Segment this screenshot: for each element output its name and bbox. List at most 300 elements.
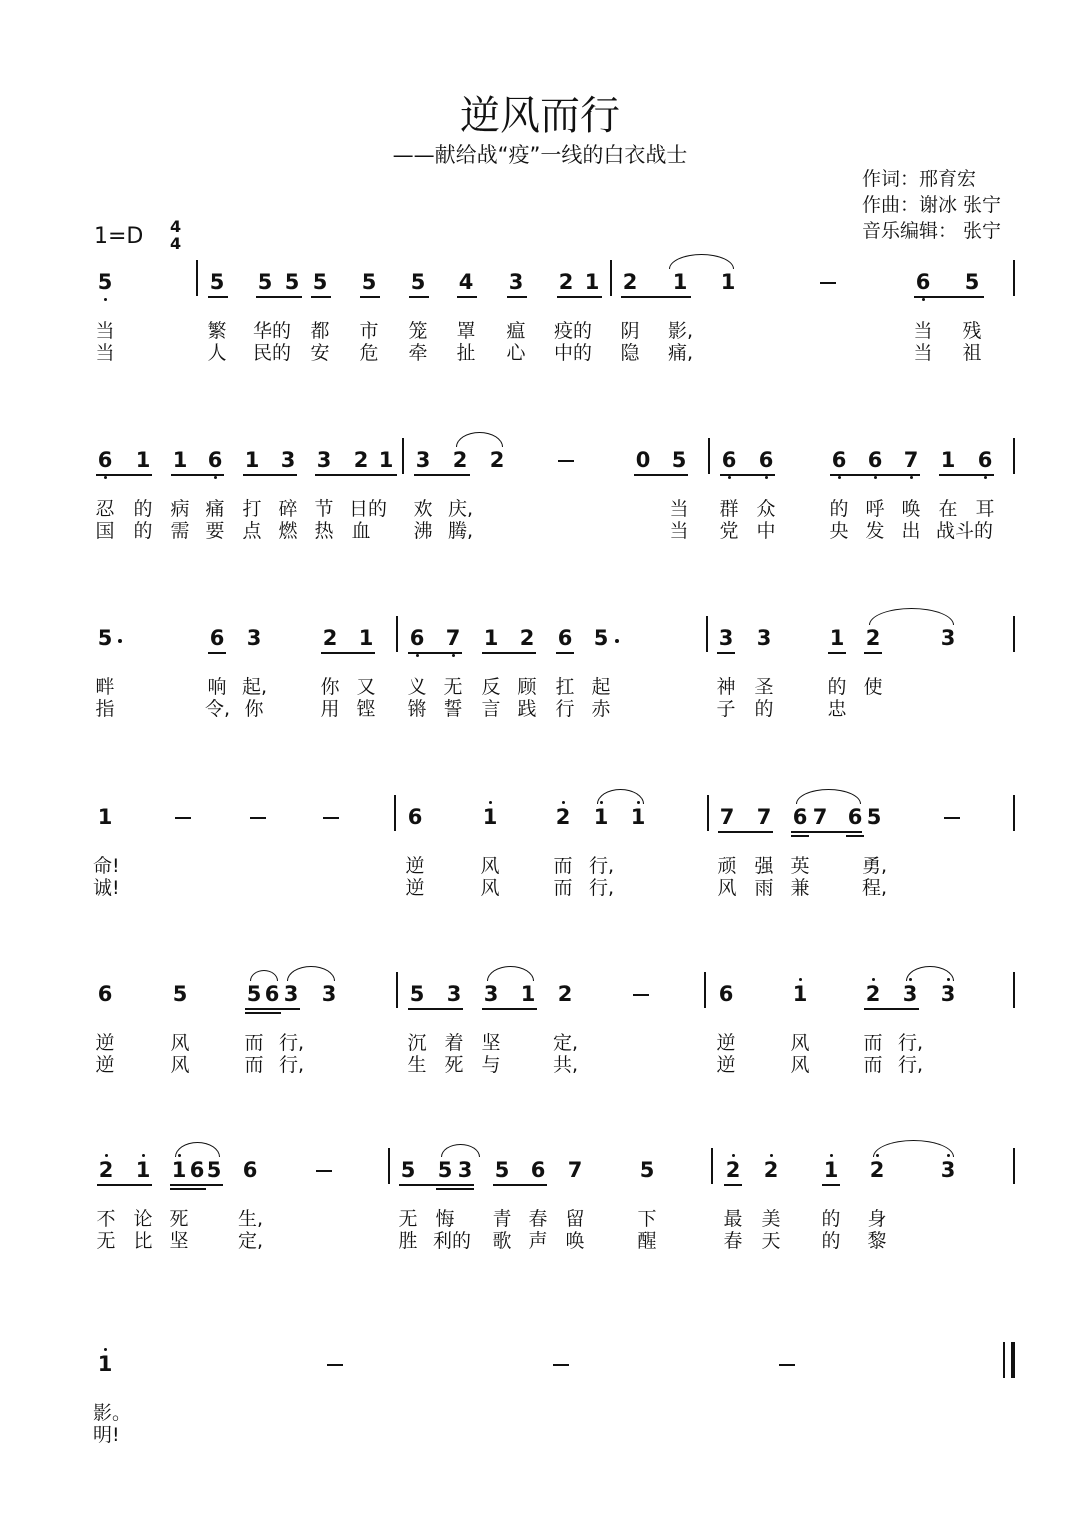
final-barline (1011, 1342, 1015, 1378)
lyric-verse-1: 响 (207, 676, 227, 698)
lyric-verse-1: 痛 (205, 498, 225, 520)
beam-line (493, 1184, 547, 1186)
note: 5 (312, 270, 328, 294)
beam-line (97, 1184, 152, 1186)
lyric-verse-2: 利的 (433, 1230, 472, 1252)
lyric-verse-2: 逆 (716, 1054, 736, 1076)
lyric-verse-1: 阴 (620, 320, 640, 342)
lyric-verse-1: 而 (244, 1032, 264, 1054)
lyric-verse-1: 罩 (456, 320, 476, 342)
lyric-verse-2: 醒 (637, 1230, 657, 1252)
octave-up-dot (142, 1154, 145, 1157)
note: 6 (203, 448, 227, 472)
barline (707, 795, 709, 831)
note: 3 (483, 982, 499, 1006)
lyric-verse-2: 歌 (492, 1230, 512, 1252)
lyric-verse-1: 市 (359, 320, 379, 342)
lyric-verse-1: 无 (443, 676, 463, 698)
barline (396, 616, 398, 652)
beam-line (724, 1184, 742, 1186)
lyric-verse-1: 无 (398, 1208, 418, 1230)
lyric-verse-2: 逆 (405, 877, 425, 899)
note: 3 (940, 626, 956, 650)
lyric-verse-2: 风 (170, 1054, 190, 1076)
lyric-verse-1: 的 (829, 498, 849, 520)
tie-arc (487, 966, 534, 981)
lyric-verse-1: 风 (480, 855, 500, 877)
note: 6 (557, 626, 573, 650)
lyric-verse-1: 反 (481, 676, 501, 698)
beam-line (315, 474, 397, 476)
barline (1013, 260, 1015, 296)
note: 5 (866, 805, 882, 829)
note: 2 (622, 270, 638, 294)
note: 6 (911, 270, 935, 294)
note: 2 (721, 1158, 745, 1182)
augmentation-dot (118, 639, 122, 643)
note: 1 (93, 1352, 117, 1376)
note: 1 (626, 805, 650, 829)
tie-arc (906, 966, 954, 981)
note: 6 (242, 1158, 258, 1182)
lyric-verse-1: 影。 (93, 1402, 132, 1424)
lyric-verse-2: 风 (480, 877, 500, 899)
beam-line (208, 652, 226, 654)
lyric-verse-2: 行 (555, 698, 575, 720)
lyric-verse-1: 命! (93, 855, 120, 877)
beam-line-double (170, 1188, 206, 1190)
beam-line (311, 296, 331, 298)
lyric-verse-1: 逆 (405, 855, 425, 877)
lyric-verse-2: 程, (862, 877, 888, 899)
sustain-dash (820, 282, 836, 284)
lyric-verse-2: 行, (589, 877, 615, 899)
lyric-verse-1: 的 (827, 676, 847, 698)
note: 1 (829, 626, 845, 650)
note: 4 (458, 270, 474, 294)
lyric-verse-1: 义 (407, 676, 427, 698)
lyric-verse-1: 行, (279, 1032, 305, 1054)
beam-line-double (791, 835, 809, 837)
lyric-verse-1: 众 (756, 498, 776, 520)
beam-line (96, 474, 152, 476)
barline (1013, 438, 1015, 474)
lyric-verse-2: 诚! (93, 877, 120, 899)
lyric-verse-2: 腾, (448, 520, 474, 542)
lyric-verse-1: 行, (589, 855, 615, 877)
lyric-verse-2: 天 (761, 1230, 781, 1252)
lyric-verse-1: 顽 (717, 855, 737, 877)
note: 5 (437, 1158, 453, 1182)
octave-up-dot (562, 801, 565, 804)
note: 1 (167, 1158, 191, 1182)
note: 5 (206, 1158, 222, 1182)
lyric-verse-1: 不 (96, 1208, 116, 1230)
lyric-verse-1: 在 (938, 498, 958, 520)
note: 6 (530, 1158, 546, 1182)
barline (711, 1148, 713, 1184)
note: 3 (415, 448, 431, 472)
lyricist-credit: 作词：邢育宏 (862, 168, 977, 190)
lyric-verse-2: 用 (320, 698, 340, 720)
lyric-verse-2: 的 (754, 698, 774, 720)
lyric-verse-2: 而 (863, 1054, 883, 1076)
beam-line (408, 652, 462, 654)
beam-line (208, 296, 228, 298)
sustain-dash (250, 817, 266, 819)
note: 2 (353, 448, 369, 472)
lyric-verse-2: 兼 (790, 877, 810, 899)
lyric-verse-1: 又 (356, 676, 376, 698)
lyric-verse-2: 而 (553, 877, 573, 899)
augmentation-dot (615, 639, 619, 643)
lyric-verse-1: 瘟 (506, 320, 526, 342)
tie-arc (287, 966, 335, 981)
note: 6 (97, 982, 113, 1006)
sustain-dash (553, 1364, 569, 1366)
lyric-verse-2: 热 (314, 520, 334, 542)
lyric-verse-1: 你 (320, 676, 340, 698)
octave-down-dot (104, 476, 107, 479)
lyric-verse-2: 而 (244, 1054, 264, 1076)
note: 6 (189, 1158, 205, 1182)
beam-line (243, 474, 297, 476)
beam-line (360, 296, 380, 298)
note: 5 (639, 1158, 655, 1182)
lyric-verse-1: 逆 (95, 1032, 115, 1054)
lyric-verse-1: 碎 (278, 498, 298, 520)
octave-down-dot (104, 298, 107, 301)
note: 3 (457, 1158, 473, 1182)
beam-line-double (436, 1188, 474, 1190)
note: 1 (584, 270, 600, 294)
note: 6 (847, 805, 863, 829)
lyric-verse-2: 危 (359, 342, 379, 364)
barline (1013, 616, 1015, 652)
beam-line (408, 1008, 463, 1010)
octave-down-dot (728, 476, 731, 479)
lyric-verse-2: 唤 (565, 1230, 585, 1252)
beam-line (720, 474, 775, 476)
lyric-verse-1: 当 (95, 320, 115, 342)
note: 2 (865, 626, 881, 650)
note: 1 (172, 448, 188, 472)
beam-line (457, 296, 477, 298)
lyric-verse-2: 明! (93, 1424, 120, 1446)
beam-line (822, 1184, 840, 1186)
note: 2 (551, 805, 575, 829)
barline (402, 438, 404, 474)
lyric-verse-2: 死 (444, 1054, 464, 1076)
note: 5 (964, 270, 980, 294)
lyric-verse-1: 美 (761, 1208, 781, 1230)
lyric-verse-1: 死 (169, 1208, 189, 1230)
note: 0 (635, 448, 651, 472)
lyric-verse-1: 而 (553, 855, 573, 877)
note: 2 (489, 448, 505, 472)
octave-up-dot (104, 1348, 107, 1351)
note: 5 (284, 270, 300, 294)
octave-down-dot (984, 476, 987, 479)
lyric-verse-1: 繁 (207, 320, 227, 342)
note: 3 (936, 982, 960, 1006)
tie-arc (441, 1144, 480, 1157)
note: 1 (720, 270, 736, 294)
note: 3 (321, 982, 337, 1006)
tie-arc (597, 789, 644, 804)
note: 3 (316, 448, 332, 472)
lyric-verse-2: 党 (719, 520, 739, 542)
lyric-verse-1: 论 (133, 1208, 153, 1230)
lyric-verse-2: 需 (170, 520, 190, 542)
lyric-verse-2: 的 (821, 1230, 841, 1252)
lyric-verse-2: 安 (310, 342, 330, 364)
note: 1 (520, 982, 536, 1006)
lyric-verse-1: 日的 (349, 498, 388, 520)
barline (394, 795, 396, 831)
beam-line (939, 474, 994, 476)
lyric-verse-1: 使 (863, 676, 883, 698)
octave-up-dot (105, 1154, 108, 1157)
barline (704, 972, 706, 1008)
lyric-verse-2: 忠 (827, 698, 847, 720)
lyric-verse-1: 耳 (975, 498, 995, 520)
lyric-verse-2: 践 (517, 698, 537, 720)
note: 1 (244, 448, 260, 472)
beam-line (557, 296, 602, 298)
lyric-verse-2: 胜 (398, 1230, 418, 1252)
note: 1 (788, 982, 812, 1006)
note: 3 (718, 626, 734, 650)
lyric-verse-1: 悔 (435, 1208, 455, 1230)
note: 5 (593, 626, 609, 650)
lyric-verse-1: 打 (242, 498, 262, 520)
tie-arc (869, 608, 954, 625)
lyric-verse-2: 行, (898, 1054, 924, 1076)
lyric-verse-1: 当 (669, 498, 689, 520)
lyric-verse-2: 铿 (356, 698, 376, 720)
lyric-verse-1: 节 (314, 498, 334, 520)
lyric-verse-1: 唤 (901, 498, 921, 520)
note: 3 (283, 982, 299, 1006)
lyric-verse-1: 坚 (481, 1032, 501, 1054)
note: 5 (361, 270, 377, 294)
lyric-verse-2: 当 (669, 520, 689, 542)
octave-up-dot (799, 978, 802, 981)
barline (1013, 972, 1015, 1008)
lyric-verse-2: 痛, (668, 342, 694, 364)
lyric-verse-2: 祖 (962, 342, 982, 364)
lyric-verse-1: 生, (238, 1208, 264, 1230)
lyric-verse-1: 欢 (413, 498, 433, 520)
note: 1 (478, 805, 502, 829)
octave-down-dot (214, 476, 217, 479)
lyric-verse-1: 病 (170, 498, 190, 520)
lyric-verse-1: 起 (591, 676, 611, 698)
note: 1 (358, 626, 374, 650)
note: 5 (410, 270, 426, 294)
lyric-verse-1: 都 (310, 320, 330, 342)
beam-line (717, 652, 735, 654)
note: 1 (589, 805, 613, 829)
beam-line (830, 474, 920, 476)
note: 2 (94, 1158, 118, 1182)
note: 5 (671, 448, 687, 472)
octave-up-dot (489, 801, 492, 804)
lyric-verse-2: 子 (716, 698, 736, 720)
tie-arc (175, 1142, 220, 1157)
beam-line (864, 652, 882, 654)
beam-line (256, 296, 302, 298)
lyric-verse-1: 顾 (517, 676, 537, 698)
note: 1 (672, 270, 688, 294)
note: 5 (400, 1158, 416, 1182)
lyric-verse-1: 起, (242, 676, 268, 698)
note: 3 (446, 982, 462, 1006)
lyric-verse-2: 国 (95, 520, 115, 542)
lyric-verse-2: 定, (238, 1230, 264, 1252)
note: 6 (718, 982, 734, 1006)
note: 6 (827, 448, 851, 472)
beam-line-double (245, 1012, 281, 1014)
barline (706, 616, 708, 652)
note: 3 (246, 626, 262, 650)
note: 6 (754, 448, 778, 472)
note: 5 (93, 270, 117, 294)
song-title: 逆风而行 (460, 93, 620, 139)
lyric-verse-1: 残 (962, 320, 982, 342)
note: 5 (246, 982, 262, 1006)
lyric-verse-2: 当 (95, 342, 115, 364)
lyric-verse-2: 中 (756, 520, 776, 542)
note: 1 (97, 805, 113, 829)
sustain-dash (175, 817, 191, 819)
note: 1 (940, 448, 956, 472)
beam-line (399, 1184, 474, 1186)
note: 2 (557, 982, 573, 1006)
barline (708, 438, 710, 474)
lyric-verse-2: 风 (790, 1054, 810, 1076)
lyric-verse-1: 定, (553, 1032, 579, 1054)
octave-down-dot (874, 476, 877, 479)
note: 3 (936, 1158, 960, 1182)
lyric-verse-2: 隐 (620, 342, 640, 364)
sustain-dash (327, 1364, 343, 1366)
barline (610, 260, 612, 296)
lyric-verse-2: 共, (553, 1054, 579, 1076)
lyric-verse-1: 春 (528, 1208, 548, 1230)
note: 6 (407, 805, 423, 829)
lyric-verse-2: 的 (133, 520, 153, 542)
note: 3 (898, 982, 922, 1006)
lyric-verse-1: 忍 (95, 498, 115, 520)
lyric-verse-2: 坚 (169, 1230, 189, 1252)
lyric-verse-1: 而 (863, 1032, 883, 1054)
beam-line (482, 1008, 537, 1010)
octave-up-dot (732, 1154, 735, 1157)
beam-line (171, 474, 224, 476)
lyric-verse-2: 心 (506, 342, 526, 364)
lyric-verse-1: 的 (133, 498, 153, 520)
beam-line (321, 652, 375, 654)
beam-line (409, 296, 429, 298)
note: 6 (792, 805, 808, 829)
barline (1003, 1342, 1005, 1378)
lyric-verse-2: 言 (481, 698, 501, 720)
beam-line (864, 1008, 919, 1010)
lyric-verse-2: 要 (205, 520, 225, 542)
lyric-verse-2: 行, (279, 1054, 305, 1076)
beam-line (634, 474, 688, 476)
tie-arc (250, 970, 278, 981)
lyric-verse-2: 央 (829, 520, 849, 542)
tie-arc (873, 1140, 954, 1157)
lyric-verse-2: 战斗的 (936, 520, 994, 542)
note: 6 (264, 982, 280, 1006)
tie-arc (456, 432, 503, 447)
note: 7 (756, 805, 772, 829)
lyric-verse-1: 逆 (716, 1032, 736, 1054)
beam-line (556, 652, 574, 654)
beam-line (914, 296, 984, 298)
octave-down-dot (765, 476, 768, 479)
note: 2 (322, 626, 338, 650)
lyric-verse-2: 比 (133, 1230, 153, 1252)
note: 2 (759, 1158, 783, 1182)
lyric-verse-1: 行, (898, 1032, 924, 1054)
barline (396, 972, 398, 1008)
key-label: 1=D (94, 224, 144, 249)
lyric-verse-1: 着 (444, 1032, 464, 1054)
tie-arc (669, 254, 734, 269)
lyric-verse-1: 勇, (862, 855, 888, 877)
lyric-verse-1: 的 (821, 1208, 841, 1230)
octave-up-dot (872, 978, 875, 981)
lyric-verse-2: 与 (481, 1054, 501, 1076)
octave-down-dot (910, 476, 913, 479)
lyric-verse-2: 指 (95, 698, 115, 720)
lyric-verse-1: 沉 (407, 1032, 427, 1054)
octave-down-dot (922, 298, 925, 301)
sustain-dash (558, 460, 574, 462)
note: 6 (863, 448, 887, 472)
octave-down-dot (416, 654, 419, 657)
lyric-verse-1: 下 (637, 1208, 657, 1230)
beam-line (718, 831, 773, 833)
octave-down-dot (452, 654, 455, 657)
note: 6 (973, 448, 997, 472)
lyric-verse-2: 牵 (408, 342, 428, 364)
lyric-verse-1: 扛 (555, 676, 575, 698)
lyric-verse-1: 笼 (408, 320, 428, 342)
beam-line (507, 296, 527, 298)
lyric-verse-2: 逆 (95, 1054, 115, 1076)
beam-line-double (846, 835, 864, 837)
sustain-dash (323, 817, 339, 819)
note: 7 (719, 805, 735, 829)
barline (196, 260, 198, 296)
note: 5 (409, 982, 425, 1006)
beam-line (414, 474, 470, 476)
note: 6 (405, 626, 429, 650)
lyric-verse-2: 雨 (754, 877, 774, 899)
note: 1 (819, 1158, 843, 1182)
lyric-verse-2: 出 (901, 520, 921, 542)
sustain-dash (779, 1364, 795, 1366)
lyric-verse-1: 青 (492, 1208, 512, 1230)
lyric-verse-2: 民的 (253, 342, 292, 364)
octave-down-dot (838, 476, 841, 479)
